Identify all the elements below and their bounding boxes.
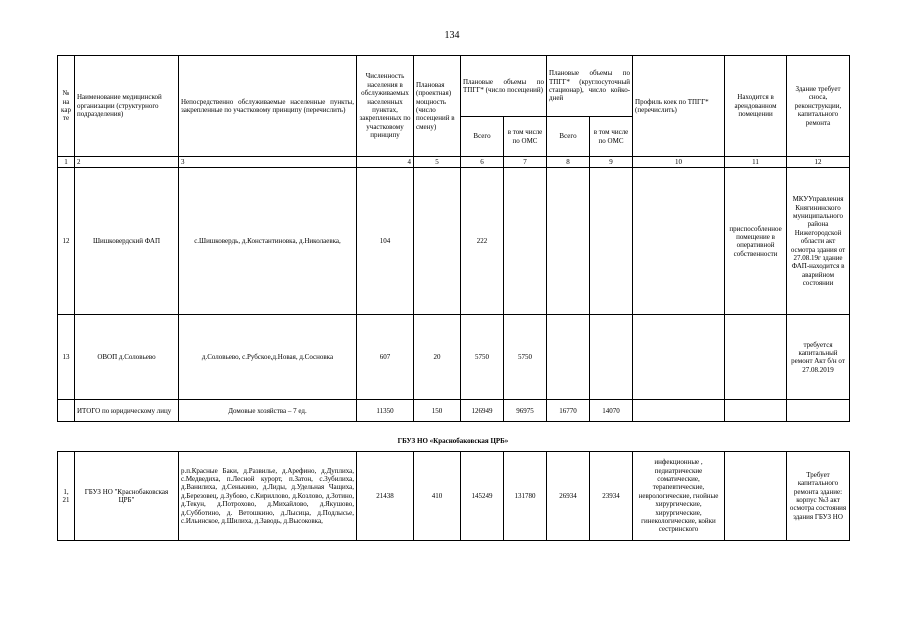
total-profile [633, 400, 725, 422]
org-name: ГБУЗ НО "Краснобаковская ЦРБ" [75, 452, 179, 541]
column-number: 2 [75, 157, 179, 168]
row-number: 12 [58, 168, 75, 315]
visits-total: 222 [461, 168, 504, 315]
total-number [58, 400, 75, 422]
row-number: 13 [58, 315, 75, 400]
total-population: 11350 [357, 400, 414, 422]
population: 607 [357, 315, 414, 400]
visits-oms [504, 168, 547, 315]
column-number-row [58, 157, 850, 168]
bed-profile [633, 315, 725, 400]
visits-oms: 131780 [504, 452, 547, 541]
repair-status: Требует капитального ремонта здание: корпус №3 акт осмотра состояния здания ГБУЗ НО [787, 452, 850, 541]
beds-oms [590, 315, 633, 400]
org-name: Шишковердский ФАП [75, 168, 179, 315]
header-col89: Плановые объемы по ТПГГ* (круглосуточный стационар), число койко-дней [547, 56, 633, 117]
column-number: 10 [633, 157, 725, 168]
beds-oms [590, 168, 633, 315]
header-col1: № на карте [58, 56, 75, 157]
repair-status: требуется капитальный ремонт Акт б/н от 27.08.2019 [787, 315, 850, 400]
total-repair [787, 400, 850, 422]
section-title: ГБУЗ НО «Краснобаковская ЦРБ» [397, 437, 509, 445]
table-row [58, 168, 850, 315]
column-number: 6 [461, 157, 504, 168]
column-number: 3 [179, 157, 357, 168]
settlements: р.п.Красные Баки, д.Развилье, д.Арефино, д.Дуплиха, с.Медведиха, п.Лесной курорт, п.Затон, с.Зубилиха, д.Ванилиха, д.Сенькино, д.Лиды, д.Удельная Чащиха, д.Березовец, д.Зубово, с.Кириллово, д.Козлово, д.Зотино, д.Текун, д.Потрохово, д.Михайлово, д.Якушово, д.Субботино, д. Ветошкино, д.Лысица, д.Подлысье, с.Ильинское, д.Шилиха, д.Заводь, д.Высоковка, [179, 452, 357, 541]
column-number: 1 [58, 157, 75, 168]
column-number: 4 [357, 157, 414, 168]
visits-total: 145249 [461, 452, 504, 541]
header-col3: Непосредственно обслуживаемые населенные пункты, закрепленные по участковому принципу (перечислить) [179, 56, 357, 157]
header-col4: Численность населения в обслуживаемых населенных пунктах, закрепленных по участковому принципу [357, 56, 414, 157]
beds-total: 26934 [547, 452, 590, 541]
header-col12: Здание требует сноса, реконструкции, капитального ремонта [787, 56, 850, 157]
settlements: д.Соловьево, с.Рубское,д.Новая, д.Сосновка [179, 315, 357, 400]
capacity: 20 [414, 315, 461, 400]
column-number: 5 [414, 157, 461, 168]
header-col2: Наименование медицинской организации (структурного подразделения) [75, 56, 179, 157]
column-number: 9 [590, 157, 633, 168]
bed-profile [633, 168, 725, 315]
total-row [58, 400, 850, 422]
total-beds-total: 16770 [547, 400, 590, 422]
population: 104 [357, 168, 414, 315]
header-col11: Находится в арендованном помещении [725, 56, 787, 157]
header-col8: Всего [547, 117, 590, 157]
header-col5: Плановая (проектная) мощность (число посещений в смену) [414, 56, 461, 157]
header-col9: в том числе по ОМС [590, 117, 633, 157]
header-col10: Профиль коек по ТПГГ* (перечислить) [633, 56, 725, 157]
org-name: ОВОП д.Соловьево [75, 315, 179, 400]
column-number: 8 [547, 157, 590, 168]
repair-status: МКУУправления Княгининского муниципального района Нижегородской области акт осмотра здания от 27.08.19г здание ФАП-находится в аварийном состоянии [787, 168, 850, 315]
rented-status [725, 452, 787, 541]
capacity [414, 168, 461, 315]
visits-total: 5750 [461, 315, 504, 400]
total-capacity: 150 [414, 400, 461, 422]
bed-profile: инфекционные , педиатрические соматические, терапевтические, неврологические, гнойные хирургические, хирургические, гинекологические, койки сестринского [633, 452, 725, 541]
total-rented [725, 400, 787, 422]
capacity: 410 [414, 452, 461, 541]
column-number: 7 [504, 157, 547, 168]
total-visits-total: 126949 [461, 400, 504, 422]
header-col6: Всего [461, 117, 504, 157]
page-number: 134 [444, 30, 460, 41]
rented-status [725, 315, 787, 400]
visits-oms: 5750 [504, 315, 547, 400]
column-number: 11 [725, 157, 787, 168]
beds-total [547, 315, 590, 400]
total-beds-oms: 14070 [590, 400, 633, 422]
total-settlements: Домовые хозяйства – 7 ед. [179, 400, 357, 422]
total-label: ИТОГО по юридическому лицу [75, 400, 179, 422]
column-number: 12 [787, 157, 850, 168]
header-col67: Плановые объемы по ТПГГ* (число посещений) [461, 56, 547, 117]
beds-total [547, 168, 590, 315]
header-row-1 [58, 56, 850, 117]
settlements: с.Шишковердь, д.Константиновка, д.Николаевка, [179, 168, 357, 315]
table-row [58, 452, 850, 541]
beds-oms: 23934 [590, 452, 633, 541]
table-row [58, 315, 850, 400]
header-col7: в том числе по ОМС [504, 117, 547, 157]
row-number: 1, 21 [58, 452, 75, 541]
total-visits-oms: 96975 [504, 400, 547, 422]
facilities-table [57, 55, 850, 422]
population: 21438 [357, 452, 414, 541]
section-table [57, 451, 850, 541]
rented-status: приспособленное помещение в оперативной собственности [725, 168, 787, 315]
